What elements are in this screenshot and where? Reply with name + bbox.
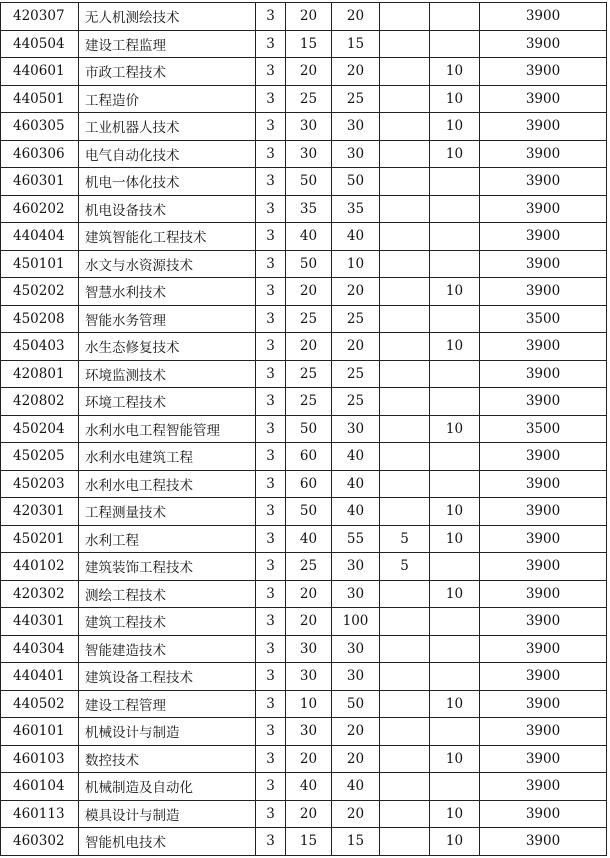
years: 3 [256, 223, 286, 251]
program-name: 无人机测绘技术 [79, 3, 256, 31]
tuition-fee: 3900 [480, 525, 607, 553]
table-row [1, 470, 607, 498]
col4-value: 60 [286, 443, 332, 471]
col7-value [430, 305, 480, 333]
years: 3 [256, 690, 286, 718]
table-row [1, 250, 607, 278]
col4-value: 20 [286, 3, 332, 31]
program-code: 460202 [1, 195, 79, 223]
table-row [1, 3, 607, 31]
col4-value: 40 [286, 773, 332, 801]
col4-value: 25 [286, 553, 332, 581]
col6-value [380, 168, 430, 196]
years: 3 [256, 360, 286, 388]
col7-value [430, 470, 480, 498]
col4-value: 50 [286, 168, 332, 196]
program-name: 智能建造技术 [79, 635, 256, 663]
col6-value [380, 58, 430, 86]
program-code: 440401 [1, 663, 79, 691]
program-name: 模具设计与制造 [79, 800, 256, 828]
program-code: 440102 [1, 553, 79, 581]
col5-value: 20 [332, 278, 380, 306]
program-name: 建筑工程技术 [79, 608, 256, 636]
col4-value: 20 [286, 278, 332, 306]
col7-value [430, 663, 480, 691]
col4-value: 30 [286, 113, 332, 141]
table-row [1, 415, 607, 443]
col4-value: 40 [286, 525, 332, 553]
col6-value [380, 140, 430, 168]
tuition-fee: 3900 [480, 443, 607, 471]
col5-value: 20 [332, 745, 380, 773]
col5-value: 15 [332, 30, 380, 58]
program-code: 420302 [1, 580, 79, 608]
years: 3 [256, 828, 286, 856]
col4-value: 20 [286, 333, 332, 361]
col5-value: 30 [332, 140, 380, 168]
table-row [1, 635, 607, 663]
years: 3 [256, 250, 286, 278]
years: 3 [256, 305, 286, 333]
program-name: 数控技术 [79, 745, 256, 773]
col5-value: 55 [332, 525, 380, 553]
table-row [1, 30, 607, 58]
years: 3 [256, 773, 286, 801]
years: 3 [256, 580, 286, 608]
col5-value: 30 [332, 663, 380, 691]
col7-value [430, 608, 480, 636]
program-code: 440301 [1, 608, 79, 636]
table-row [1, 85, 607, 113]
program-code: 440504 [1, 30, 79, 58]
program-name: 电气自动化技术 [79, 140, 256, 168]
col7-value: 10 [430, 140, 480, 168]
col6-value [380, 773, 430, 801]
program-name: 工程测量技术 [79, 498, 256, 526]
table-row [1, 498, 607, 526]
tuition-fee: 3900 [480, 663, 607, 691]
tuition-fee: 3900 [480, 140, 607, 168]
tuition-fee: 3900 [480, 168, 607, 196]
col6-value [380, 443, 430, 471]
col7-value [430, 718, 480, 746]
tuition-fee: 3900 [480, 470, 607, 498]
tuition-fee: 3500 [480, 415, 607, 443]
table-row [1, 195, 607, 223]
program-name: 环境工程技术 [79, 388, 256, 416]
program-name: 水利水电工程智能管理 [79, 415, 256, 443]
program-code: 460305 [1, 113, 79, 141]
col4-value: 15 [286, 30, 332, 58]
col7-value: 10 [430, 580, 480, 608]
table-row [1, 553, 607, 581]
col4-value: 25 [286, 360, 332, 388]
table-row [1, 525, 607, 553]
program-name: 测绘工程技术 [79, 580, 256, 608]
col6-value [380, 305, 430, 333]
tuition-fee: 3900 [480, 828, 607, 856]
col5-value: 35 [332, 195, 380, 223]
col6-value: 5 [380, 525, 430, 553]
col4-value: 30 [286, 663, 332, 691]
table-row [1, 168, 607, 196]
table-row [1, 278, 607, 306]
program-code: 440304 [1, 635, 79, 663]
col4-value: 30 [286, 635, 332, 663]
years: 3 [256, 333, 286, 361]
years: 3 [256, 718, 286, 746]
tuition-fee: 3900 [480, 745, 607, 773]
table-row [1, 690, 607, 718]
col4-value: 50 [286, 250, 332, 278]
years: 3 [256, 525, 286, 553]
table-row [1, 388, 607, 416]
col5-value: 50 [332, 690, 380, 718]
col6-value [380, 718, 430, 746]
tuition-fee: 3900 [480, 553, 607, 581]
col4-value: 60 [286, 470, 332, 498]
col5-value: 15 [332, 828, 380, 856]
tuition-fee: 3900 [480, 113, 607, 141]
years: 3 [256, 30, 286, 58]
years: 3 [256, 745, 286, 773]
col5-value: 40 [332, 443, 380, 471]
years: 3 [256, 58, 286, 86]
col7-value: 10 [430, 113, 480, 141]
program-name: 智能机电技术 [79, 828, 256, 856]
col7-value [430, 168, 480, 196]
tuition-fee: 3900 [480, 388, 607, 416]
years: 3 [256, 800, 286, 828]
program-table [0, 2, 607, 856]
tuition-fee: 3900 [480, 85, 607, 113]
years: 3 [256, 498, 286, 526]
program-name: 建筑智能化工程技术 [79, 223, 256, 251]
col4-value: 25 [286, 388, 332, 416]
table-row [1, 718, 607, 746]
table-row [1, 223, 607, 251]
col7-value [430, 195, 480, 223]
program-name: 水文与水资源技术 [79, 250, 256, 278]
program-name: 水利水电工程技术 [79, 470, 256, 498]
col7-value: 10 [430, 690, 480, 718]
col6-value [380, 745, 430, 773]
table-row [1, 305, 607, 333]
program-name: 建筑设备工程技术 [79, 663, 256, 691]
program-code: 450204 [1, 415, 79, 443]
col4-value: 20 [286, 608, 332, 636]
col6-value [380, 580, 430, 608]
col5-value: 50 [332, 168, 380, 196]
col5-value: 30 [332, 580, 380, 608]
col7-value [430, 30, 480, 58]
years: 3 [256, 443, 286, 471]
table-row [1, 333, 607, 361]
tuition-fee: 3900 [480, 195, 607, 223]
years: 3 [256, 415, 286, 443]
col5-value: 20 [332, 800, 380, 828]
table-row [1, 608, 607, 636]
col7-value [430, 388, 480, 416]
col4-value: 30 [286, 140, 332, 168]
table-row [1, 360, 607, 388]
col4-value: 50 [286, 498, 332, 526]
col4-value: 10 [286, 690, 332, 718]
col4-value: 15 [286, 828, 332, 856]
table-row [1, 663, 607, 691]
years: 3 [256, 278, 286, 306]
table-row [1, 773, 607, 801]
col4-value: 25 [286, 305, 332, 333]
col6-value [380, 470, 430, 498]
years: 3 [256, 388, 286, 416]
col5-value: 10 [332, 250, 380, 278]
program-name: 水利水电建筑工程 [79, 443, 256, 471]
col5-value: 30 [332, 113, 380, 141]
program-name: 工程造价 [79, 85, 256, 113]
col7-value [430, 443, 480, 471]
col7-value [430, 553, 480, 581]
col4-value: 30 [286, 718, 332, 746]
col5-value: 40 [332, 498, 380, 526]
table-row [1, 140, 607, 168]
program-code: 450203 [1, 470, 79, 498]
years: 3 [256, 140, 286, 168]
col6-value: 5 [380, 553, 430, 581]
program-code: 460113 [1, 800, 79, 828]
years: 3 [256, 635, 286, 663]
years: 3 [256, 168, 286, 196]
col7-value: 10 [430, 828, 480, 856]
tuition-fee: 3900 [480, 635, 607, 663]
col7-value [430, 3, 480, 31]
tuition-fee: 3900 [480, 223, 607, 251]
col5-value: 30 [332, 415, 380, 443]
tuition-fee: 3900 [480, 498, 607, 526]
col4-value: 35 [286, 195, 332, 223]
years: 3 [256, 470, 286, 498]
program-name: 工业机器人技术 [79, 113, 256, 141]
tuition-fee: 3900 [480, 608, 607, 636]
tuition-fee: 3900 [480, 690, 607, 718]
col4-value: 20 [286, 58, 332, 86]
col6-value [380, 663, 430, 691]
col6-value [380, 30, 430, 58]
table-row [1, 828, 607, 856]
col6-value [380, 415, 430, 443]
col7-value: 10 [430, 498, 480, 526]
col7-value: 10 [430, 333, 480, 361]
col6-value [380, 498, 430, 526]
tuition-fee: 3900 [480, 360, 607, 388]
table-row [1, 58, 607, 86]
col4-value: 20 [286, 580, 332, 608]
program-name: 市政工程技术 [79, 58, 256, 86]
program-code: 440502 [1, 690, 79, 718]
tuition-fee: 3900 [480, 278, 607, 306]
program-name: 环境监测技术 [79, 360, 256, 388]
col6-value [380, 608, 430, 636]
col7-value [430, 773, 480, 801]
program-name: 机械制造及自动化 [79, 773, 256, 801]
program-name: 机械设计与制造 [79, 718, 256, 746]
col7-value: 10 [430, 745, 480, 773]
col5-value: 20 [332, 3, 380, 31]
col6-value [380, 388, 430, 416]
program-code: 460306 [1, 140, 79, 168]
years: 3 [256, 195, 286, 223]
col6-value [380, 223, 430, 251]
tuition-fee: 3900 [480, 773, 607, 801]
col7-value [430, 635, 480, 663]
program-code: 450205 [1, 443, 79, 471]
table-row [1, 745, 607, 773]
col6-value [380, 278, 430, 306]
col5-value: 30 [332, 553, 380, 581]
tuition-fee: 3900 [480, 250, 607, 278]
program-code: 460104 [1, 773, 79, 801]
col7-value: 10 [430, 415, 480, 443]
col7-value [430, 250, 480, 278]
col6-value [380, 800, 430, 828]
program-code: 450202 [1, 278, 79, 306]
col7-value: 10 [430, 278, 480, 306]
col5-value: 40 [332, 470, 380, 498]
table-row [1, 113, 607, 141]
col6-value [380, 3, 430, 31]
program-code: 450208 [1, 305, 79, 333]
col5-value: 40 [332, 223, 380, 251]
col7-value: 10 [430, 800, 480, 828]
years: 3 [256, 113, 286, 141]
col7-value: 10 [430, 525, 480, 553]
col6-value [380, 113, 430, 141]
tuition-fee: 3900 [480, 3, 607, 31]
table-row [1, 580, 607, 608]
col6-value [380, 828, 430, 856]
program-name: 智能水务管理 [79, 305, 256, 333]
table-row [1, 443, 607, 471]
program-name: 机电一体化技术 [79, 168, 256, 196]
program-code: 420301 [1, 498, 79, 526]
program-code: 460101 [1, 718, 79, 746]
col4-value: 50 [286, 415, 332, 443]
col5-value: 40 [332, 773, 380, 801]
col5-value: 25 [332, 85, 380, 113]
col5-value: 25 [332, 388, 380, 416]
program-name: 水利工程 [79, 525, 256, 553]
col5-value: 25 [332, 305, 380, 333]
program-code: 450101 [1, 250, 79, 278]
col7-value [430, 360, 480, 388]
col6-value [380, 635, 430, 663]
col6-value [380, 333, 430, 361]
tuition-fee: 3900 [480, 58, 607, 86]
tuition-fee: 3500 [480, 305, 607, 333]
years: 3 [256, 608, 286, 636]
col5-value: 100 [332, 608, 380, 636]
program-code: 420801 [1, 360, 79, 388]
col5-value: 25 [332, 360, 380, 388]
col5-value: 20 [332, 333, 380, 361]
col5-value: 30 [332, 635, 380, 663]
tuition-fee: 3900 [480, 800, 607, 828]
program-code: 440501 [1, 85, 79, 113]
program-code: 450403 [1, 333, 79, 361]
col6-value [380, 690, 430, 718]
program-code: 450201 [1, 525, 79, 553]
tuition-fee: 3900 [480, 30, 607, 58]
program-code: 420802 [1, 388, 79, 416]
years: 3 [256, 663, 286, 691]
program-name: 建筑装饰工程技术 [79, 553, 256, 581]
col7-value: 10 [430, 85, 480, 113]
col6-value [380, 360, 430, 388]
tuition-fee: 3900 [480, 718, 607, 746]
program-code: 460301 [1, 168, 79, 196]
program-code: 440404 [1, 223, 79, 251]
col7-value [430, 223, 480, 251]
col4-value: 20 [286, 745, 332, 773]
program-code: 460103 [1, 745, 79, 773]
tuition-fee: 3900 [480, 580, 607, 608]
col6-value [380, 85, 430, 113]
program-name: 建设工程管理 [79, 690, 256, 718]
col5-value: 20 [332, 58, 380, 86]
program-code: 440601 [1, 58, 79, 86]
table-row [1, 800, 607, 828]
col7-value: 10 [430, 58, 480, 86]
years: 3 [256, 3, 286, 31]
tuition-fee: 3900 [480, 333, 607, 361]
col6-value [380, 195, 430, 223]
col4-value: 25 [286, 85, 332, 113]
program-name: 机电设备技术 [79, 195, 256, 223]
col5-value: 20 [332, 718, 380, 746]
years: 3 [256, 85, 286, 113]
program-name: 水生态修复技术 [79, 333, 256, 361]
program-code: 420307 [1, 3, 79, 31]
col6-value [380, 250, 430, 278]
program-code: 460302 [1, 828, 79, 856]
program-name: 建设工程监理 [79, 30, 256, 58]
years: 3 [256, 553, 286, 581]
col4-value: 40 [286, 223, 332, 251]
col4-value: 20 [286, 800, 332, 828]
program-name: 智慧水利技术 [79, 278, 256, 306]
